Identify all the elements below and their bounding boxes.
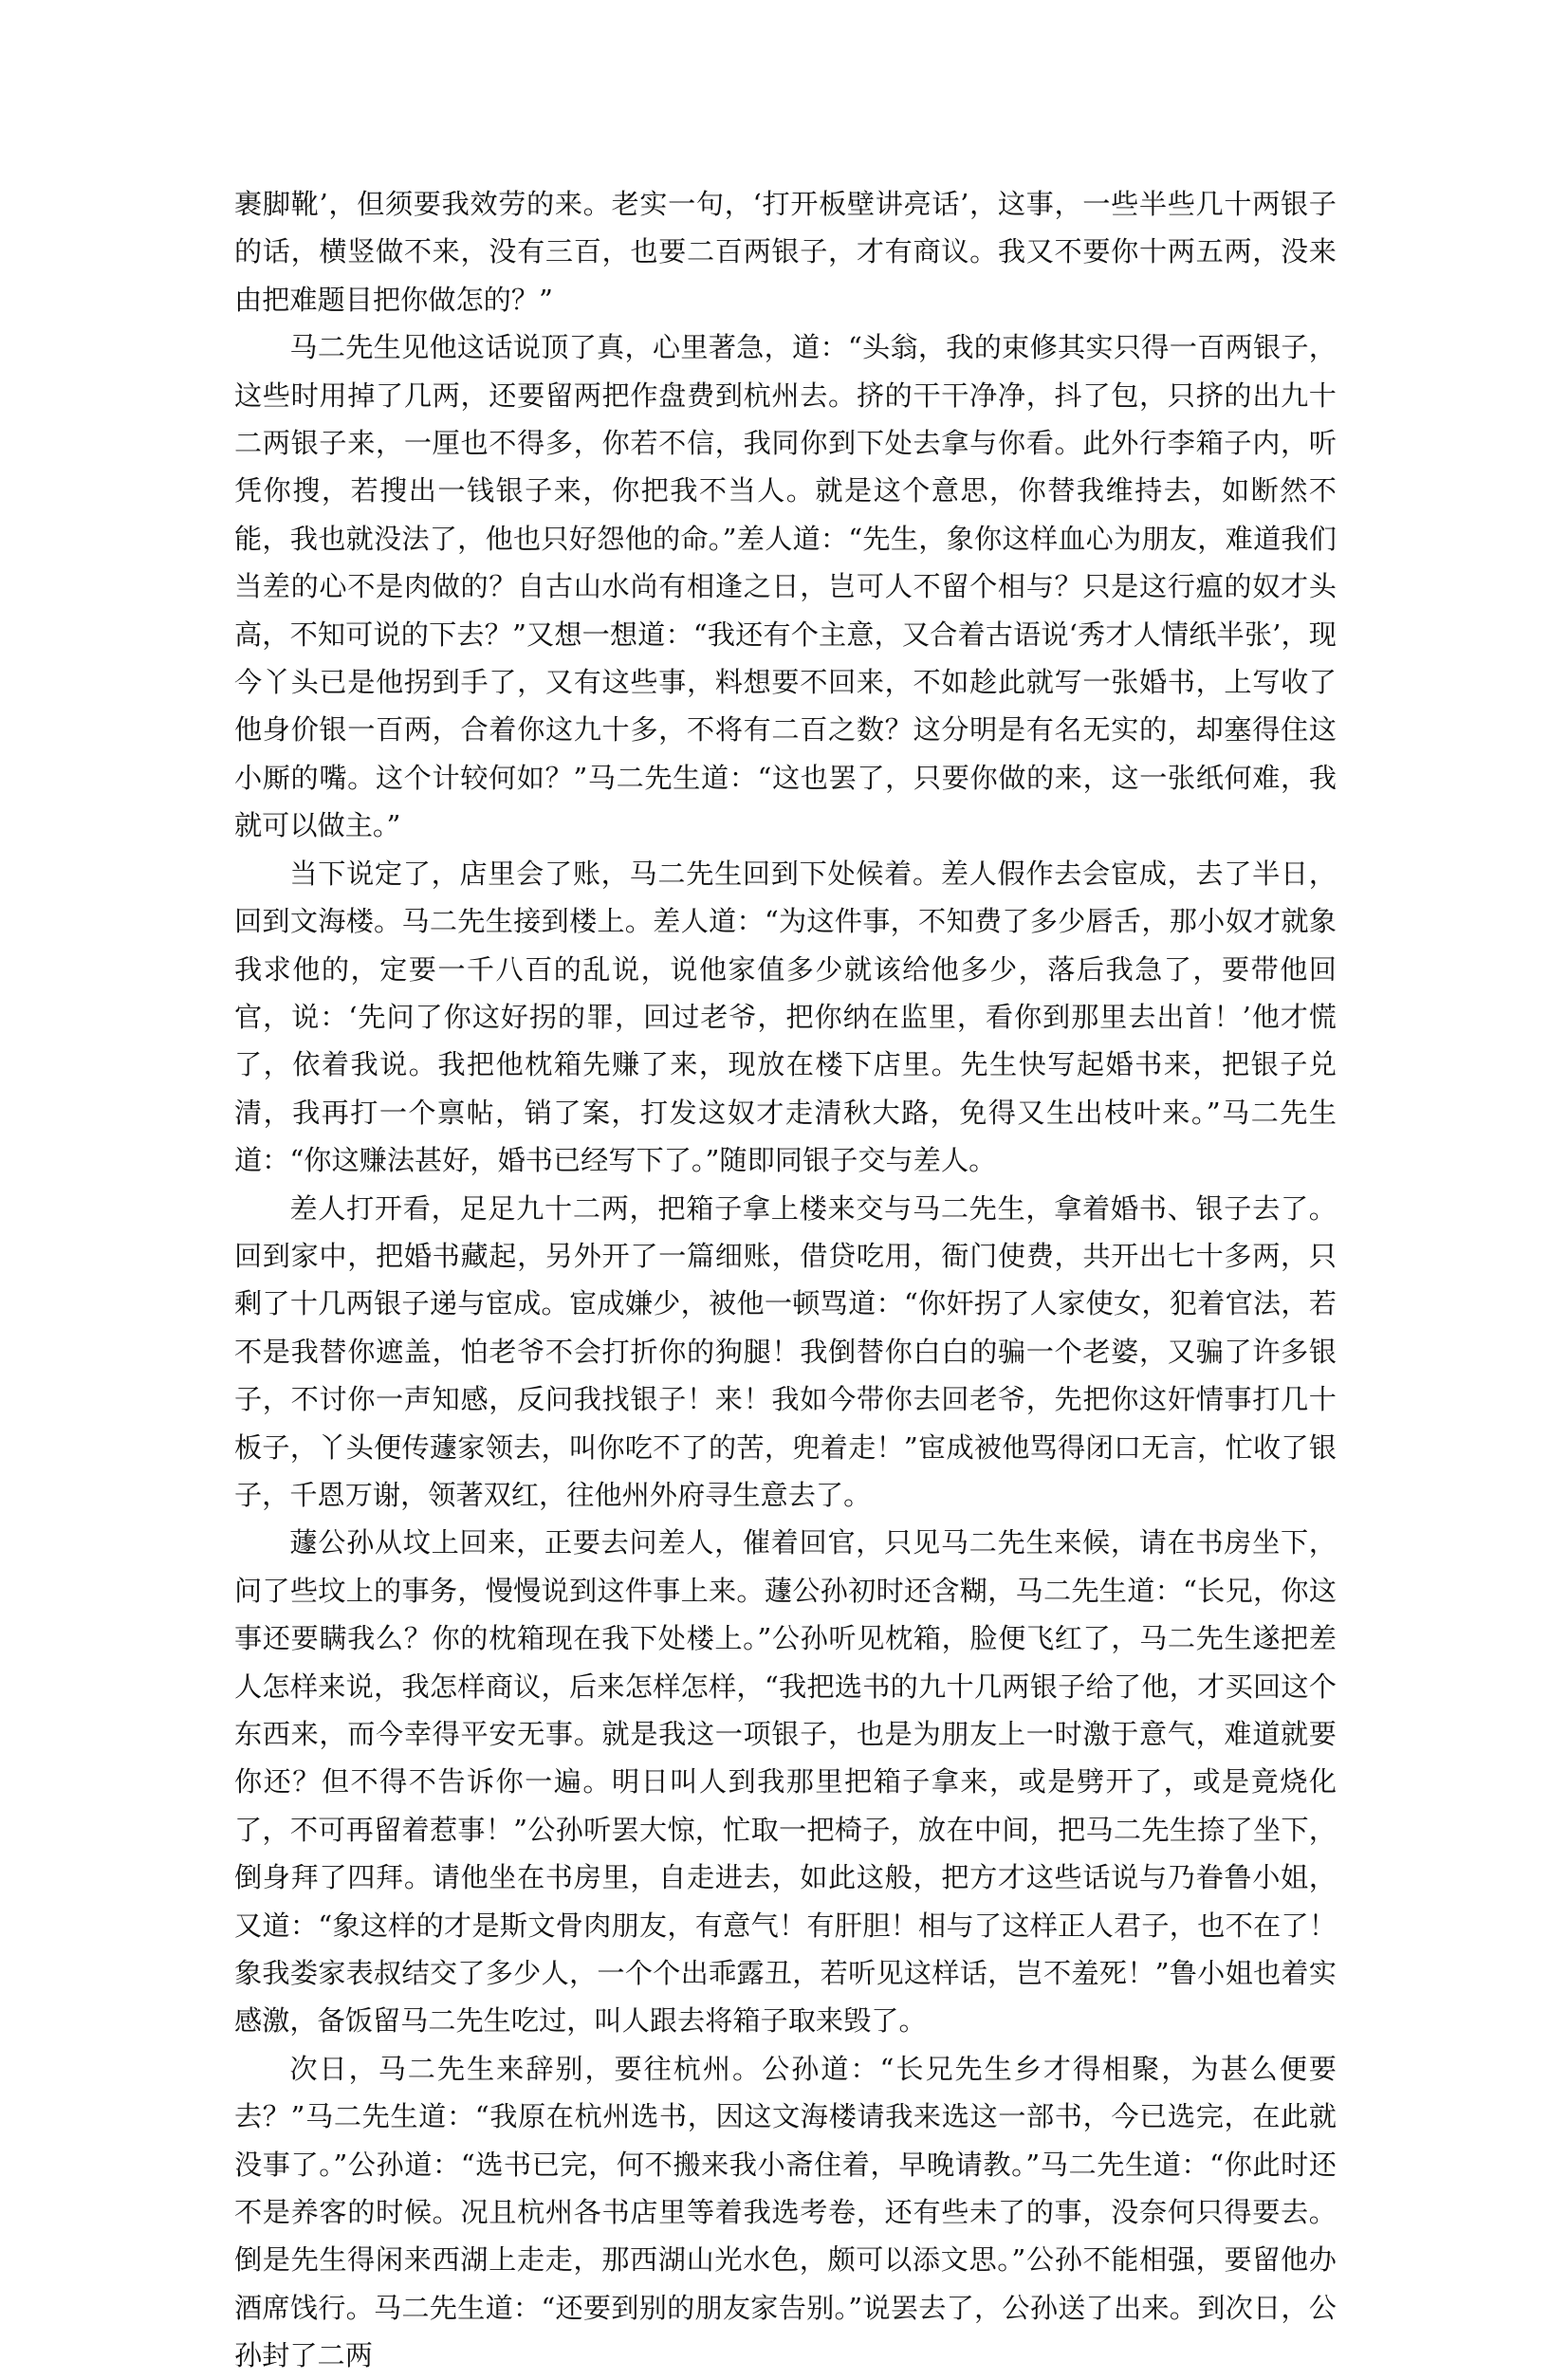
paragraph: 裹脚靴’，但须要我效劳的来。老实一句，‘打开板壁讲亮话’，这事，一些半些几十两银子的话，横竖做不来，没有三百，也要二百两银子，才有商议。我又不要你十两五两，没来由把难题目把你做怎的？” xyxy=(234,188,1337,316)
paragraph: 次日，马二先生来辞别，要往杭州。公孙道：“长兄先生乡才得相聚，为甚么便要去？”马二先生道：“我原在杭州选书，因这文海楼请我来选这一部书，今已选完，在此就没事了。”公孙道：“选书已完，何不搬来我小斋住着，早晚请教。”马二先生道：“你此时还不是养客的时候。况且杭州各书店里等着我选考卷，还有些未了的事，没奈何只得要去。倒是先生得闲来西湖上走走，那西湖山光水色，颇可以添文思。”公孙不能相强，要留他办酒席饯行。马二先生道：“还要到别的朋友家告别。”说罢去了，公孙送了出来。到次日，公孙封了二两 xyxy=(234,2052,1337,2372)
paragraph: 蘧公孙从坟上回来，正要去问差人，催着回官，只见马二先生来候，请在书房坐下，问了些坟上的事务，慢慢说到这件事上来。蘧公孙初时还含糊，马二先生道：“长兄，你这事还要瞒我么？你的枕箱现在我下处楼上。”公孙听见枕箱，脸便飞红了，马二先生遂把差人怎样来说，我怎样商议，后来怎样怎样，“我把选书的九十几两银子给了他，才买回这个东西来，而今幸得平安无事。就是我这一项银子，也是为朋友上一时激于意气，难道就要你还？但不得不告诉你一遍。明日叫人到我那里把箱子拿来，或是劈开了，或是竟烧化了，不可再留着惹事！”公孙听罢大惊，忙取一把椅子，放在中间，把马二先生捺了坐下，倒身拜了四拜。请他坐在书房里，自走进去，如此这般，把方才这些话说与乃眷鲁小姐，又道：“象这样的才是斯文骨肉朋友，有意气！有肝胆！相与了这样正人君子，也不在了！象我娄家表叔结交了多少人，一个个出乖露丑，若听见这样话，岂不羞死！”鲁小姐也着实感激，备饭留马二先生吃过，叫人跟去将箱子取来毁了。 xyxy=(234,1526,1337,2038)
paragraph: 马二先生见他这话说顶了真，心里著急，道：“头翁，我的束修其实只得一百两银子，这些时用掉了几两，还要留两把作盘费到杭州去。挤的干干净净，抖了包，只挤的出九十二两银子来，一厘也不得多，你若不信，我同你到下处去拿与你看。此外行李箱子内，听凭你搜，若搜出一钱银子来，你把我不当人。就是这个意思，你替我维持去，如断然不能，我也就没法了，他也只好怨他的命。”差人道：“先生，象你这样血心为朋友，难道我们当差的心不是肉做的？自古山水尚有相逢之日，岂可人不留个相与？只是这行瘟的奴才头高，不知可说的下去？”又想一想道：“我还有个主意，又合着古语说‘秀才人情纸半张’，现今丫头已是他拐到手了，又有这些事，料想要不回来，不如趁此就写一张婚书，上写收了他身价银一百两，合着你这九十多，不将有二百之数？这分明是有名无实的，却塞得住这小厮的嘴。这个计较何如？”马二先生道：“这也罢了，只要你做的来，这一张纸何难，我就可以做主。” xyxy=(234,331,1337,842)
document-page xyxy=(234,180,1337,2380)
paragraph: 当下说定了，店里会了账，马二先生回到下处候着。差人假作去会宦成，去了半日，回到文海楼。马二先生接到楼上。差人道：“为这件事，不知费了多少唇舌，那小奴才就象我求他的，定要一千八百的乱说，说他家值多少就该给他多少，落后我急了，要带他回官，说：‘先问了你这好拐的罪，回过老爷，把你纳在监里，看你到那里去出首！’他才慌了，依着我说。我把他枕箱先赚了来，现放在楼下店里。先生快写起婚书来，把银子兑清，我再打一个禀帖，销了案，打发这奴才走清秋大路，免得又生出枝叶来。”马二先生道：“你这赚法甚好，婚书已经写下了。”随即同银子交与差人。 xyxy=(234,857,1337,1177)
paragraph: 差人打开看，足足九十二两，把箱子拿上楼来交与马二先生，拿着婚书、银子去了。回到家中，把婚书藏起，另外开了一篇细账，借贷吃用，衙门使费，共开出七十多两，只剩了十几两银子递与宦成。宦成嫌少，被他一顿骂道：“你奸拐了人家使女，犯着官法，若不是我替你遮盖，怕老爷不会打折你的狗腿！我倒替你白白的骗一个老婆，又骗了许多银子，不讨你一声知感，反问我找银子！来！我如今带你去回老爷，先把你这奸情事打几十板子，丫头便传蘧家领去，叫你吃不了的苦，兜着走！”宦成被他骂得闭口无言，忙收了银子，千恩万谢，领著双红，往他州外府寻生意去了。 xyxy=(234,1191,1337,1511)
